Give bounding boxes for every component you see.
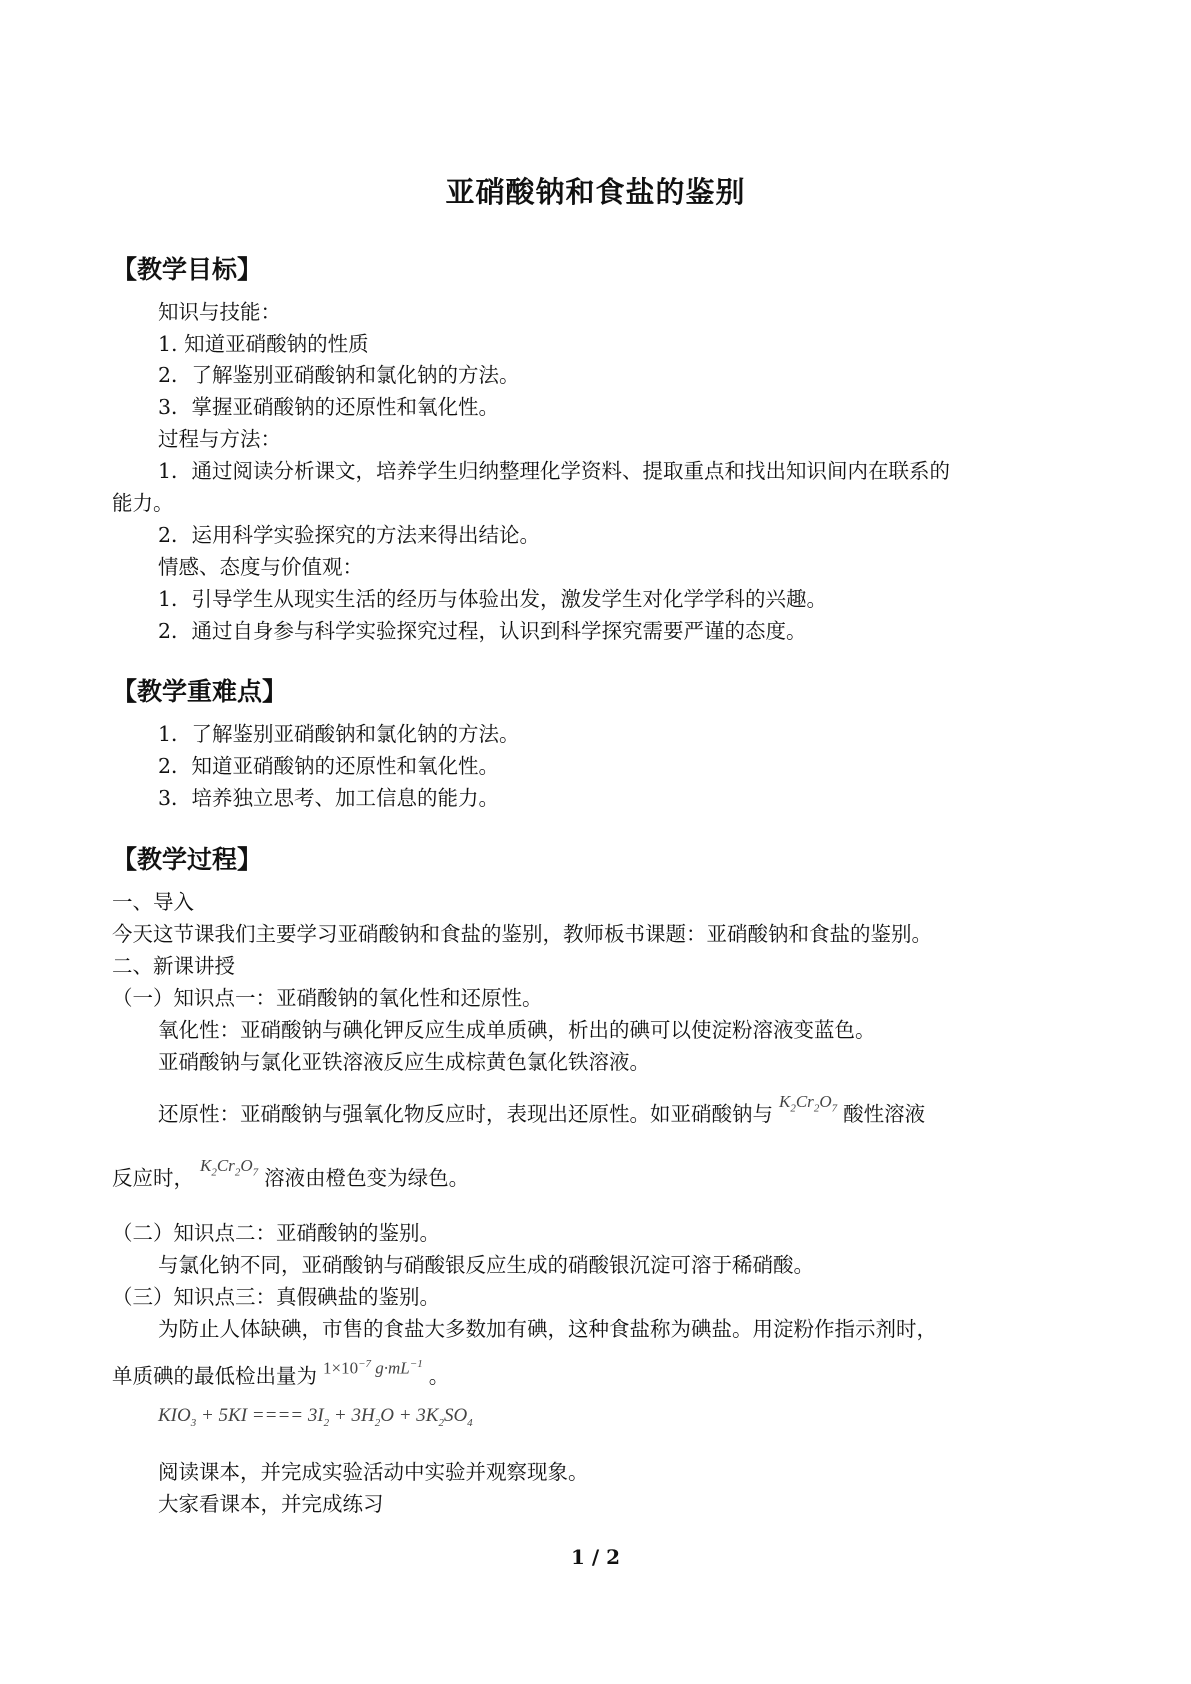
text-line: 能力。: [112, 491, 174, 515]
text-span: 。: [428, 1364, 450, 1388]
text-line: 3．培养独立思考、加工信息的能力。: [158, 786, 500, 810]
text-line-with-formula: [112, 1358, 450, 1395]
text-span: 还原性：亚硝酸钠与强氧化物反应时，表现出还原性。如亚硝酸钠与: [158, 1102, 773, 1126]
text-line: 氧化性：亚硝酸钠与碘化钾反应生成单质碘，析出的碘可以使淀粉溶液变蓝色。: [158, 1018, 876, 1042]
text-span: 溶液由橙色变为绿色。: [264, 1166, 470, 1190]
text-line: 情感、态度与价值观：: [158, 555, 363, 579]
text-line: 3．掌握亚硝酸钠的还原性和氧化性。: [158, 395, 500, 419]
text-span: 单质碘的最低检出量为: [112, 1364, 317, 1388]
text-line: 2．了解鉴别亚硝酸钠和氯化钠的方法。: [158, 363, 520, 387]
text-line: 2．运用科学实验探究的方法来得出结论。: [158, 523, 541, 547]
text-line: 大家看课本，并完成练习: [158, 1492, 384, 1516]
formula-k2cr2o7: $K_2Cr_2O_7$: [779, 1092, 838, 1115]
text-line: 1．引导学生从现实生活的经历与体验出发，激发学生对化学学科的兴趣。: [158, 587, 828, 611]
text-line: 亚硝酸钠与氯化亚铁溶液反应生成棕黄色氯化铁溶液。: [158, 1050, 650, 1074]
text-line: 2．知道亚硝酸钠的还原性和氧化性。: [158, 754, 500, 778]
page-number: 1 / 2: [570, 1545, 621, 1569]
text-line-with-formula: [158, 1092, 926, 1134]
text-line: 二、新课讲授: [112, 954, 235, 978]
formula-k2cr2o7: $K_2Cr_2O_7$: [200, 1156, 259, 1179]
section-heading-objectives: 【教学目标】: [112, 255, 263, 284]
text-line: （一）知识点一：亚硝酸钠的氧化性和还原性。: [112, 986, 543, 1010]
text-line: 知识与技能：: [158, 300, 281, 324]
text-line: 1．通过阅读分析课文，培养学生归纳整理化学资料、提取重点和找出知识间内在联系的: [158, 459, 951, 483]
text-line: 1．了解鉴别亚硝酸钠和氯化钠的方法。: [158, 722, 520, 746]
text-span: 反应时，: [112, 1166, 194, 1190]
formula-detection-limit: $1\times 10^{-7}$ $g\cdot mL^{-1}$: [323, 1358, 423, 1378]
text-line: 阅读课本，并完成实验活动中实验并观察现象。: [158, 1460, 589, 1484]
text-line: 今天这节课我们主要学习亚硝酸钠和食盐的鉴别，教师板书课题：亚硝酸钠和食盐的鉴别。: [112, 922, 932, 946]
text-line-with-formula: [112, 1156, 470, 1198]
section-heading-keypoints: 【教学重难点】: [112, 677, 288, 706]
text-span: 酸性溶液: [843, 1102, 926, 1126]
text-line: 为防止人体缺碘，市售的食盐大多数加有碘，这种食盐称为碘盐。用淀粉作指示剂时，: [158, 1317, 937, 1341]
text-line: 1. 知道亚硝酸钠的性质: [158, 332, 369, 356]
text-line: 与氯化钠不同，亚硝酸钠与硝酸银反应生成的硝酸银沉淀可溶于稀硝酸。: [158, 1253, 814, 1277]
text-line: （二）知识点二：亚硝酸钠的鉴别。: [112, 1221, 440, 1245]
text-line: 过程与方法：: [158, 427, 281, 451]
text-line: 一、导入: [112, 890, 194, 914]
reaction-equation: $KIO_3 + 5KI$ ==== $3I_2 + 3H_2O + 3K_2SO_4$: [158, 1405, 473, 1429]
text-line: 2．通过自身参与科学实验探究过程，认识到科学探究需要严谨的态度。: [158, 619, 807, 643]
page-title: 亚硝酸钠和食盐的鉴别: [445, 175, 746, 209]
text-line: （三）知识点三：真假碘盐的鉴别。: [112, 1285, 440, 1309]
section-heading-process: 【教学过程】: [112, 845, 263, 874]
